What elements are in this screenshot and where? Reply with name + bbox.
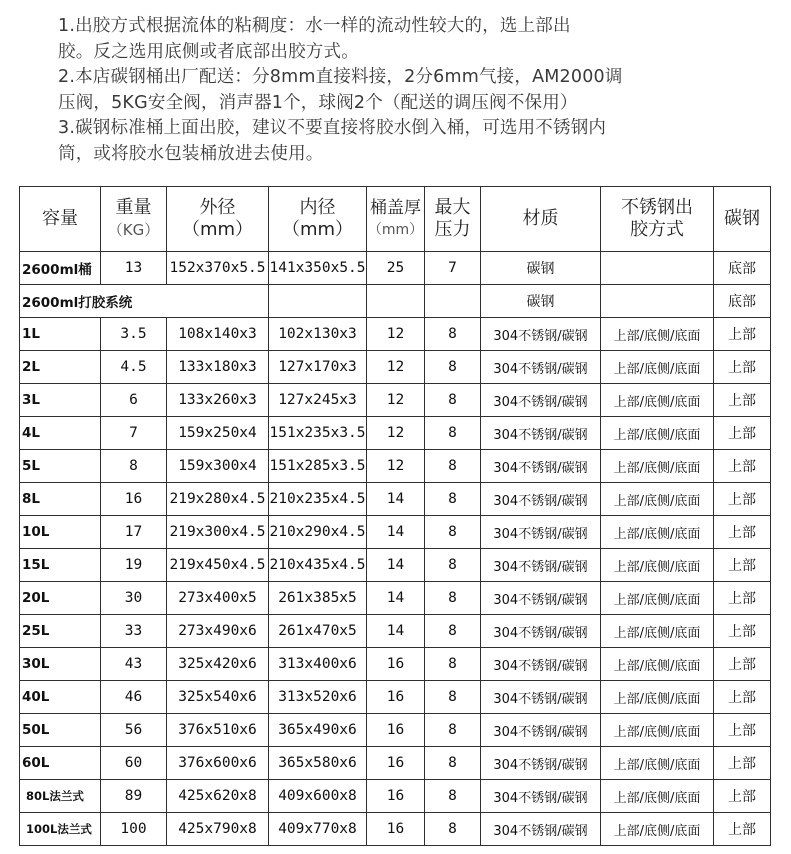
cell-ss-outlet: 上部/底侧/底面 <box>601 648 714 681</box>
cell-weight: 100 <box>101 813 167 846</box>
cell-weight: 13 <box>101 252 167 285</box>
cell-pressure: 8 <box>425 681 481 714</box>
cell-outer: 108x140x3 <box>167 318 269 351</box>
cell-inner: 409x600x8 <box>269 780 367 813</box>
header-material: 材质 <box>481 187 601 252</box>
header-ss-outlet-line2: 胶方式 <box>630 219 684 240</box>
cell-lid: 12 <box>367 318 425 351</box>
cell-ss-outlet: 上部/底侧/底面 <box>601 582 714 615</box>
table-row <box>20 582 771 615</box>
cell-inner: 365x490x6 <box>269 714 367 747</box>
header-max-pressure <box>425 187 481 252</box>
cell-inner: 313x520x6 <box>269 681 367 714</box>
cell-inner: 210x435x4.5 <box>269 549 367 582</box>
cell-material: 304不锈钢/碳钢 <box>481 747 601 780</box>
cell-weight: 46 <box>101 681 167 714</box>
header-carbon-steel: 碳钢 <box>714 187 771 252</box>
cell-capacity: 25L <box>20 615 101 648</box>
cell-lid: 14 <box>367 549 425 582</box>
cell-pressure: 8 <box>425 549 481 582</box>
cell-lid: 14 <box>367 615 425 648</box>
cell-carbon: 底部 <box>714 252 771 285</box>
notes-block <box>58 14 778 167</box>
header-ss-outlet-line1: 不锈钢出 <box>621 197 693 218</box>
cell-pressure: 8 <box>425 417 481 450</box>
header-lid-unit: （mm） <box>367 222 424 238</box>
header-weight-unit: （KG） <box>107 221 160 239</box>
cell-capacity: 30L <box>20 648 101 681</box>
cell-lid: 16 <box>367 780 425 813</box>
table-row <box>20 780 771 813</box>
cell-pressure: 8 <box>425 318 481 351</box>
header-inner-unit: （mm） <box>281 219 354 240</box>
cell-lid: 14 <box>367 483 425 516</box>
cell-lid: 12 <box>367 351 425 384</box>
cell-pressure: 8 <box>425 615 481 648</box>
table-row <box>20 549 771 582</box>
cell-material: 304不锈钢/碳钢 <box>481 450 601 483</box>
cell-inner: 210x290x4.5 <box>269 516 367 549</box>
cell-pressure: 8 <box>425 582 481 615</box>
note-line: 筒，或将胶水包装桶放进去使用。 <box>58 143 324 164</box>
cell-lid: 16 <box>367 714 425 747</box>
cell-capacity: 80L法兰式 <box>20 780 101 813</box>
cell-outer: 219x280x4.5 <box>167 483 269 516</box>
cell-weight: 89 <box>101 780 167 813</box>
header-outer-label: 外径 <box>199 197 236 218</box>
cell-pressure: 8 <box>425 483 481 516</box>
cell-material: 304不锈钢/碳钢 <box>481 417 601 450</box>
header-inner-label: 内径 <box>299 197 336 218</box>
cell-material: 304不锈钢/碳钢 <box>481 780 601 813</box>
cell-carbon: 上部 <box>714 351 771 384</box>
cell-pressure: 8 <box>425 747 481 780</box>
cell-weight: 4.5 <box>101 351 167 384</box>
cell-ss-outlet: 上部/底侧/底面 <box>601 615 714 648</box>
cell-lid: 14 <box>367 516 425 549</box>
cell-capacity: 2600ml桶 <box>20 252 101 285</box>
cell-weight: 60 <box>101 747 167 780</box>
cell-outer: 152x370x5.5 <box>167 252 269 285</box>
cell-material: 304不锈钢/碳钢 <box>481 351 601 384</box>
cell-carbon: 上部 <box>714 384 771 417</box>
cell-material: 304不锈钢/碳钢 <box>481 615 601 648</box>
cell-material: 304不锈钢/碳钢 <box>481 714 601 747</box>
cell-outer: 219x300x4.5 <box>167 516 269 549</box>
cell-carbon: 上部 <box>714 318 771 351</box>
note-line: 1.出胶方式根据流体的粘稠度：水一样的流动性较大的，选上部出 <box>58 16 571 36</box>
table-row <box>20 384 771 417</box>
table-row <box>20 483 771 516</box>
cell-carbon: 上部 <box>714 417 771 450</box>
table-row <box>20 252 771 285</box>
cell-ss-outlet: 上部/底侧/底面 <box>601 417 714 450</box>
cell-carbon: 上部 <box>714 747 771 780</box>
cell-empty <box>601 285 714 318</box>
table-row <box>20 681 771 714</box>
note-line: 3.碳钢标准桶上面出胶，建议不要直接将胶水倒入桶，可选用不锈钢内 <box>58 118 607 138</box>
cell-empty <box>367 285 425 318</box>
cell-lid: 12 <box>367 450 425 483</box>
cell-ss-outlet: 上部/底侧/底面 <box>601 384 714 417</box>
cell-capacity: 4L <box>20 417 101 450</box>
cell-material: 304不锈钢/碳钢 <box>481 549 601 582</box>
cell-material: 304不锈钢/碳钢 <box>481 318 601 351</box>
table-row <box>20 516 771 549</box>
cell-inner: 313x400x6 <box>269 648 367 681</box>
cell-weight: 8 <box>101 450 167 483</box>
cell-weight: 56 <box>101 714 167 747</box>
cell-material: 304不锈钢/碳钢 <box>481 648 601 681</box>
note-line: 2.本店碳钢桶出厂配送：分8mm直接料接，2分6mm气接，AM2000调 <box>58 67 623 87</box>
cell-lid: 16 <box>367 747 425 780</box>
cell-outer: 325x540x6 <box>167 681 269 714</box>
cell-weight: 17 <box>101 516 167 549</box>
cell-weight: 30 <box>101 582 167 615</box>
cell-material: 304不锈钢/碳钢 <box>481 813 601 846</box>
cell-inner: 261x385x5 <box>269 582 367 615</box>
cell-inner: 365x580x6 <box>269 747 367 780</box>
cell-capacity: 50L <box>20 714 101 747</box>
cell-inner: 210x235x4.5 <box>269 483 367 516</box>
table-row <box>20 648 771 681</box>
cell-carbon: 上部 <box>714 549 771 582</box>
cell-capacity: 60L <box>20 747 101 780</box>
cell-system-carbon: 底部 <box>714 285 771 318</box>
cell-weight: 6 <box>101 384 167 417</box>
cell-capacity: 8L <box>20 483 101 516</box>
cell-ss-outlet: 上部/底侧/底面 <box>601 516 714 549</box>
note-line: 压阀，5KG安全阀，消声器1个，球阀2个（配送的调压阀不保用） <box>58 92 578 113</box>
table-row <box>20 417 771 450</box>
header-pressure-line1: 最大 <box>434 197 471 218</box>
table-row <box>20 318 771 351</box>
cell-capacity: 15L <box>20 549 101 582</box>
cell-inner: 102x130x3 <box>269 318 367 351</box>
cell-ss-outlet: 上部/底侧/底面 <box>601 681 714 714</box>
cell-pressure: 8 <box>425 780 481 813</box>
cell-weight: 3.5 <box>101 318 167 351</box>
header-weight-label: 重量 <box>115 197 152 218</box>
cell-ss-outlet: 上部/底侧/底面 <box>601 780 714 813</box>
table-row <box>20 351 771 384</box>
cell-outer: 325x420x6 <box>167 648 269 681</box>
cell-outer: 133x260x3 <box>167 384 269 417</box>
cell-lid: 12 <box>367 384 425 417</box>
cell-lid: 16 <box>367 813 425 846</box>
cell-outer: 425x620x8 <box>167 780 269 813</box>
cell-inner: 409x770x8 <box>269 813 367 846</box>
cell-outer: 376x510x6 <box>167 714 269 747</box>
table-header-row <box>20 187 771 252</box>
cell-pressure: 8 <box>425 648 481 681</box>
cell-pressure: 8 <box>425 384 481 417</box>
cell-carbon: 上部 <box>714 648 771 681</box>
cell-pressure: 8 <box>425 351 481 384</box>
cell-carbon: 上部 <box>714 681 771 714</box>
cell-empty <box>269 285 367 318</box>
cell-weight: 33 <box>101 615 167 648</box>
cell-outer: 273x400x5 <box>167 582 269 615</box>
table-row <box>20 450 771 483</box>
cell-material: 304不锈钢/碳钢 <box>481 582 601 615</box>
cell-inner: 127x170x3 <box>269 351 367 384</box>
cell-outer: 159x250x4 <box>167 417 269 450</box>
cell-ss-outlet: 上部/底侧/底面 <box>601 483 714 516</box>
cell-weight: 16 <box>101 483 167 516</box>
cell-lid: 25 <box>367 252 425 285</box>
header-pressure-line2: 压力 <box>434 219 471 240</box>
cell-material: 304不锈钢/碳钢 <box>481 384 601 417</box>
spec-table <box>19 186 771 846</box>
cell-capacity: 10L <box>20 516 101 549</box>
header-lid-thickness <box>367 187 425 252</box>
cell-lid: 14 <box>367 582 425 615</box>
cell-ss-outlet: 上部/底侧/底面 <box>601 714 714 747</box>
cell-capacity: 5L <box>20 450 101 483</box>
cell-pressure: 7 <box>425 252 481 285</box>
cell-ss-outlet: 上部/底侧/底面 <box>601 351 714 384</box>
table-row-system <box>20 285 771 318</box>
cell-ss-outlet: 上部/底侧/底面 <box>601 747 714 780</box>
cell-system-material: 碳钢 <box>481 285 601 318</box>
cell-outer: 133x180x3 <box>167 351 269 384</box>
header-inner-diameter <box>269 187 367 252</box>
cell-outer: 376x600x6 <box>167 747 269 780</box>
cell-carbon: 上部 <box>714 780 771 813</box>
cell-lid: 16 <box>367 648 425 681</box>
cell-capacity: 40L <box>20 681 101 714</box>
table-row <box>20 813 771 846</box>
cell-inner: 151x235x3.5 <box>269 417 367 450</box>
cell-material: 304不锈钢/碳钢 <box>481 681 601 714</box>
note-line: 胶。反之选用底侧或者底部出胶方式。 <box>58 41 359 62</box>
cell-inner: 127x245x3 <box>269 384 367 417</box>
cell-capacity: 20L <box>20 582 101 615</box>
cell-capacity: 1L <box>20 318 101 351</box>
cell-outer: 273x490x6 <box>167 615 269 648</box>
cell-material: 碳钢 <box>481 252 601 285</box>
cell-ss-outlet: 上部/底侧/底面 <box>601 450 714 483</box>
cell-carbon: 上部 <box>714 714 771 747</box>
cell-weight: 7 <box>101 417 167 450</box>
cell-pressure: 8 <box>425 516 481 549</box>
cell-pressure: 8 <box>425 450 481 483</box>
cell-outer: 159x300x4 <box>167 450 269 483</box>
header-capacity: 容量 <box>20 187 101 252</box>
table-body <box>20 252 771 846</box>
header-outer-unit: （mm） <box>181 219 254 240</box>
cell-outer: 425x790x8 <box>167 813 269 846</box>
table-row <box>20 747 771 780</box>
header-ss-outlet <box>601 187 714 252</box>
cell-capacity: 2L <box>20 351 101 384</box>
cell-material: 304不锈钢/碳钢 <box>481 516 601 549</box>
cell-ss-outlet: 上部/底侧/底面 <box>601 549 714 582</box>
cell-capacity: 100L法兰式 <box>20 813 101 846</box>
cell-inner: 151x285x3.5 <box>269 450 367 483</box>
cell-lid: 16 <box>367 681 425 714</box>
cell-carbon: 上部 <box>714 450 771 483</box>
cell-ss-outlet <box>601 252 714 285</box>
cell-pressure: 8 <box>425 714 481 747</box>
cell-carbon: 上部 <box>714 582 771 615</box>
cell-outer: 219x450x4.5 <box>167 549 269 582</box>
cell-system-capacity: 2600ml打胶系统 <box>20 285 269 318</box>
cell-weight: 19 <box>101 549 167 582</box>
cell-inner: 141x350x5.5 <box>269 252 367 285</box>
cell-pressure: 8 <box>425 813 481 846</box>
cell-weight: 43 <box>101 648 167 681</box>
cell-carbon: 上部 <box>714 813 771 846</box>
cell-carbon: 上部 <box>714 516 771 549</box>
header-weight <box>101 187 167 252</box>
cell-empty <box>425 285 481 318</box>
cell-material: 304不锈钢/碳钢 <box>481 483 601 516</box>
header-lid-label: 桶盖厚 <box>370 198 421 218</box>
cell-ss-outlet: 上部/底侧/底面 <box>601 813 714 846</box>
cell-inner: 261x470x5 <box>269 615 367 648</box>
cell-ss-outlet: 上部/底侧/底面 <box>601 318 714 351</box>
cell-capacity: 3L <box>20 384 101 417</box>
cell-carbon: 上部 <box>714 483 771 516</box>
cell-carbon: 上部 <box>714 615 771 648</box>
header-outer-diameter <box>167 187 269 252</box>
table-row <box>20 714 771 747</box>
table-row <box>20 615 771 648</box>
cell-lid: 12 <box>367 417 425 450</box>
